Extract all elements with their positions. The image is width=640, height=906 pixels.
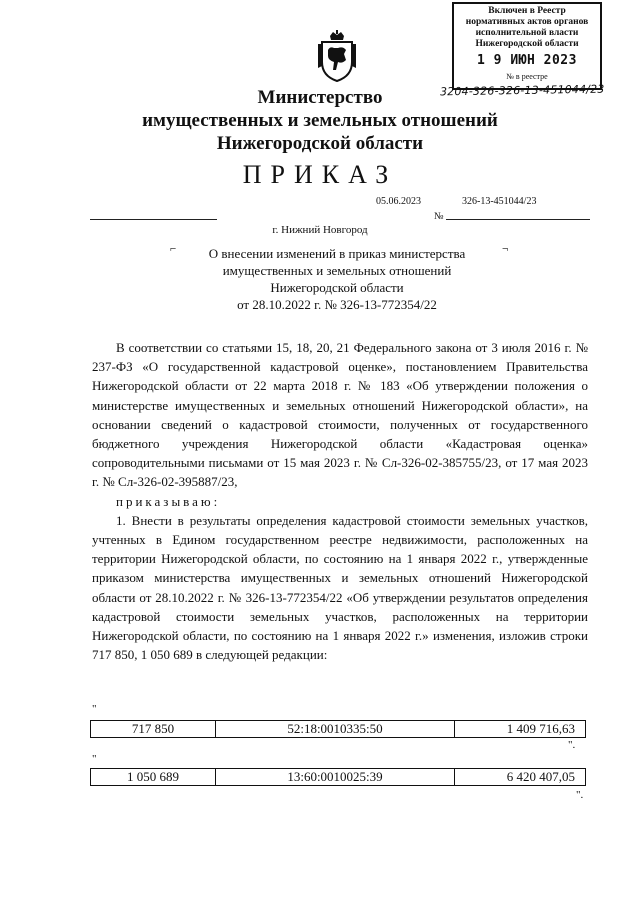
row-number-cell: 1 050 689: [91, 769, 216, 786]
row-number-cell: 717 850: [91, 721, 216, 738]
subject-line-2: имущественных и земельных отношений: [222, 263, 452, 278]
subject-line-1: О внесении изменений в приказ министерства: [208, 246, 466, 261]
quote-close-1: ".: [568, 739, 576, 751]
order-date: 05.06.2023: [376, 196, 421, 207]
subject-line-4: от 28.10.2022 г. № 326-13-772354/22: [237, 297, 437, 312]
table-row: [91, 769, 586, 786]
city: г. Нижний Новгород: [272, 224, 368, 236]
clause-1-paragraph: 1. Внести в результаты определения кадастровой стоимости земельных участков, учтенных в Едином государственном реестре недвижимости, расположенных на территории Нижегородской области, по состоянию на 1 января 2022 г., утвержденные приказом министерства имущественных и земельных отношений Нижегородской области от 28.10.2022 г. № 326-13-772354/22 «Об утверждении результатов определения кадастровой стоимости земельных участков, расположенных на территории Нижегородской области, по состоянию на 1 января 2022 г.» изменения, изложив строки 717 850, 1 050 689 в следующей редакции:: [92, 512, 588, 663]
cadastral-table-1: [90, 720, 586, 738]
number-underline: [446, 219, 590, 220]
coat-of-arms-icon: [316, 30, 358, 82]
date-underline: [90, 219, 217, 220]
cadastral-number-cell: 13:60:0010025:39: [216, 769, 455, 786]
preamble-paragraph: В соответствии со статьями 15, 18, 20, 21 Федерального закона от 3 июля 2016 г. № 237-ФЗ «О государственной кадастровой оценке», постановлением Правительства Нижегородской области от 22 марта 2018 г. № 183 «Об утверждении положения о министерстве имущественных и земельных отношений Нижегородской области», на основании сведений о кадастровой стоимости, полученных от государственного бюджетного учреждения Нижегородской области «Кадастровая оценка» сопроводительными письмами от 15 мая 2023 г. № Сл-326-02-385755/23, от 17 мая 2023 г. № Сл-326-02-395887/23,: [92, 340, 588, 490]
order-number: 326-13-451044/23: [462, 196, 537, 207]
registry-number-handwritten: 3204-326-326-13-451044/23: [439, 82, 605, 99]
ministry-name-line-1: Министерство: [257, 87, 383, 108]
ministry-name-line-2: имущественных и земельных отношений: [142, 110, 498, 131]
subject-line-3: Нижегородской области: [270, 280, 404, 295]
cadastral-value-cell: 6 420 407,05: [455, 769, 586, 786]
stamp-registry-label: № в реестре: [506, 72, 548, 81]
quote-open-2: ": [92, 753, 97, 765]
registry-stamp: [452, 2, 602, 90]
stamp-line-1: Включен в Реестр: [488, 6, 566, 16]
number-sign: №: [434, 211, 444, 222]
cadastral-table-2: [90, 768, 586, 786]
stamp-line-4: Нижегородской области: [475, 39, 579, 49]
subject-corner-right: ¬: [502, 243, 509, 255]
stamp-line-2: нормативных актов органов: [465, 17, 589, 27]
subject-corner-left: ⌐: [170, 243, 177, 255]
quote-open-1: ": [92, 703, 97, 715]
stamp-date: 1 9 ИЮН 2023: [477, 53, 577, 68]
stamp-line-3: исполнительной власти: [475, 28, 579, 38]
cadastral-value-cell: 1 409 716,63: [455, 721, 586, 738]
quote-close-2: ".: [576, 789, 584, 801]
order-subject: [170, 245, 504, 313]
table-row: [91, 721, 586, 738]
prikazyvayu-word: приказываю:: [116, 493, 221, 509]
order-body: [92, 338, 588, 664]
ministry-name-line-3: Нижегородской области: [216, 133, 424, 154]
order-title: ПРИКАЗ: [242, 160, 398, 189]
cadastral-number-cell: 52:18:0010335:50: [216, 721, 455, 738]
